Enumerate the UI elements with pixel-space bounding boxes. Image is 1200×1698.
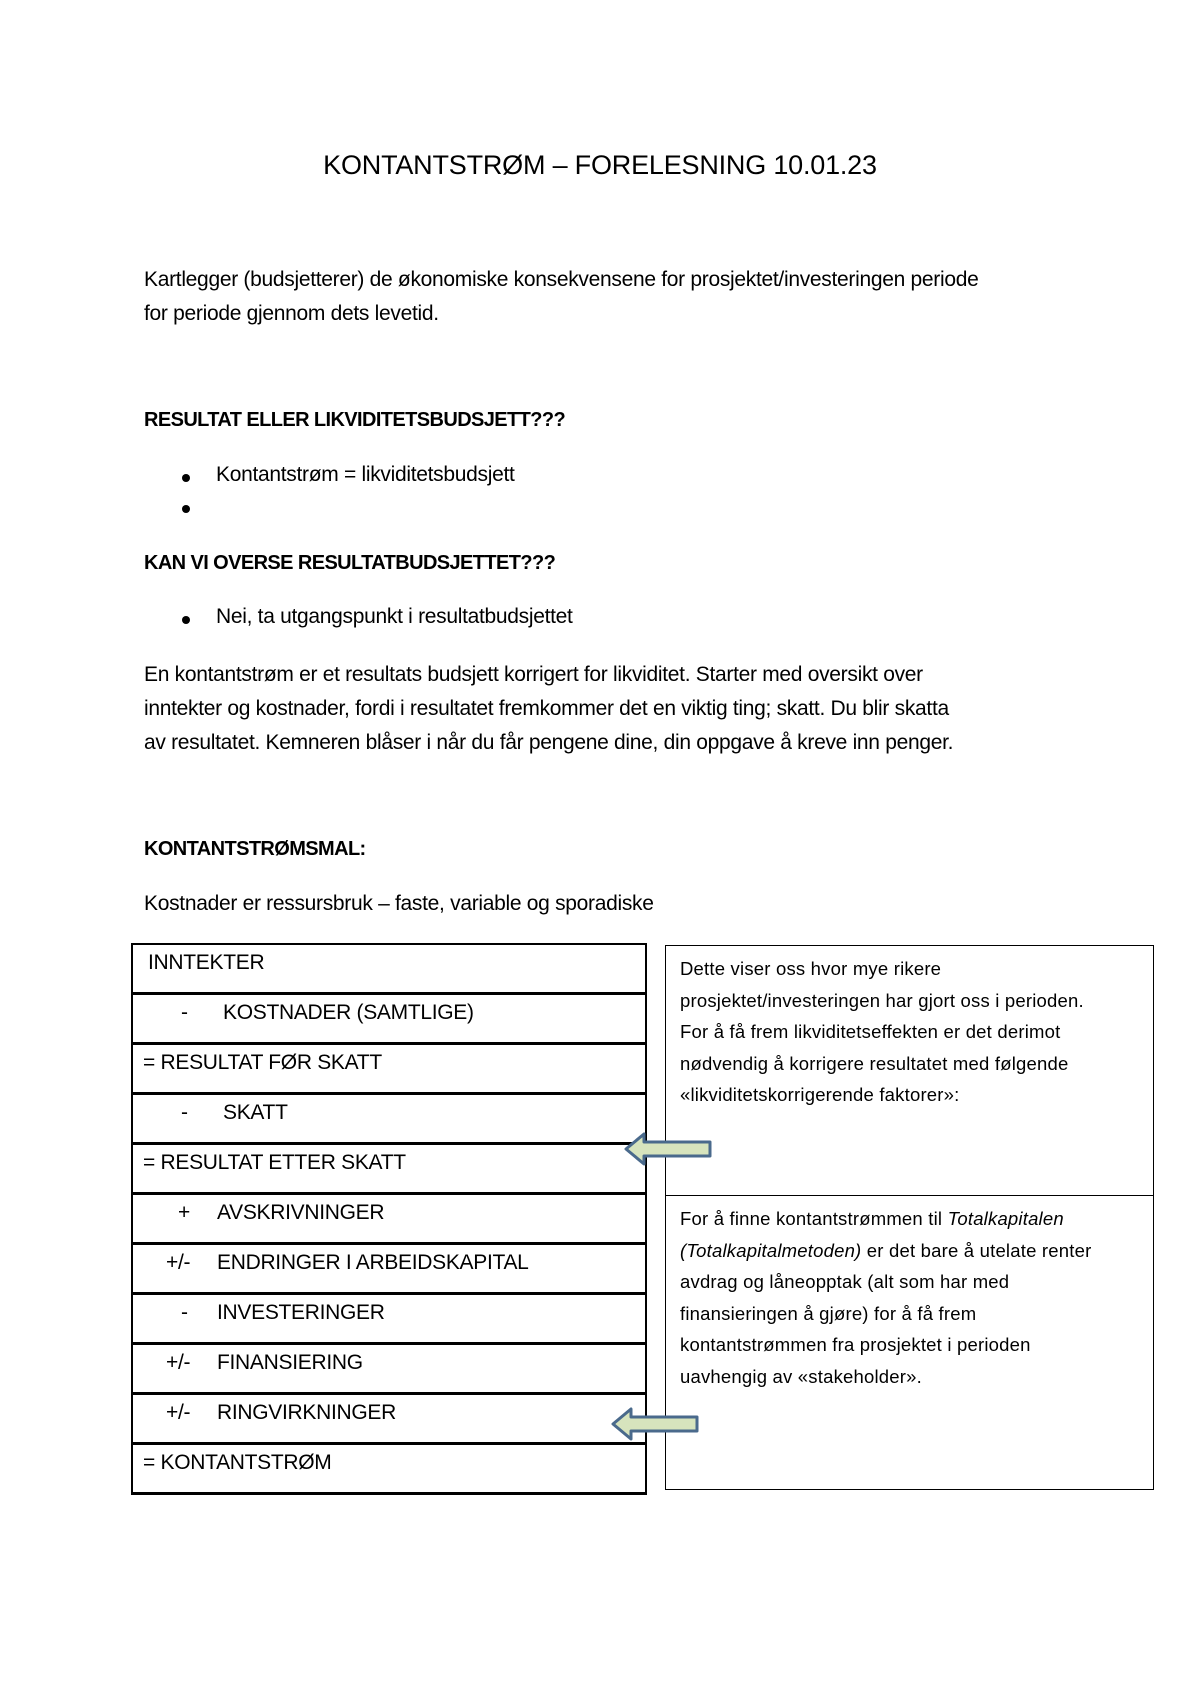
- bullet-text: Kontantstrøm = likviditetsbudsjett: [216, 463, 515, 486]
- note-text-span: er det bare å utelate renter: [861, 1239, 1092, 1261]
- row-operator: +/-: [166, 1351, 191, 1374]
- row-operator: +: [178, 1201, 190, 1224]
- section-heading-overse: KAN VI OVERSE RESULTATBUDSJETTET???: [144, 552, 556, 574]
- note-line: «likviditetskorrigerende faktorer»:: [680, 1084, 960, 1105]
- bullet-dot-icon: [182, 505, 190, 513]
- note-line: kontantstrømmen fra prosjektet i perioden: [680, 1334, 1031, 1355]
- row-label: INVESTERINGER: [217, 1301, 385, 1324]
- table-row: [133, 1445, 645, 1495]
- note-line: For å få frem likviditetseffekten er det derimot: [680, 1021, 1061, 1042]
- section-heading-resultat: RESULTAT ELLER LIKVIDITETSBUDSJETT???: [144, 409, 566, 431]
- cashflow-table: [131, 943, 647, 1495]
- left-arrow-icon: [611, 1407, 701, 1441]
- note-text-span: For å finne kontantstrømmen til: [680, 1208, 948, 1229]
- table-row: [133, 995, 645, 1045]
- body-line: En kontantstrøm er et resultats budsjett korrigert for likviditet. Starter med oversikt over: [144, 663, 923, 686]
- table-row: [133, 1045, 645, 1095]
- table-row: [133, 1395, 645, 1445]
- row-label: AVSKRIVNINGER: [217, 1201, 385, 1224]
- costs-text: Kostnader er ressursbruk – faste, variable og sporadiske: [144, 892, 654, 915]
- intro-line: for periode gjennom dets levetid.: [144, 302, 439, 325]
- note-line: uavhengig av «stakeholder».: [680, 1365, 922, 1387]
- row-label: SKATT: [223, 1101, 288, 1124]
- intro-paragraph: [144, 263, 1084, 331]
- bullet-dot-icon: [182, 474, 190, 482]
- body-line: av resultatet. Kemneren blåser i når du får pengene dine, din oppgave å kreve inn penger.: [144, 731, 954, 754]
- intro-line: Kartlegger (budsjetterer) de økonomiske konsekvensene for prosjektet/investeringen periode: [144, 268, 979, 291]
- note-line: finansieringen å gjøre) for å få frem: [680, 1302, 977, 1324]
- row-operator: +/-: [166, 1251, 191, 1274]
- row-operator: -: [181, 1301, 188, 1324]
- notes-box: [665, 945, 1154, 1490]
- table-row: [133, 1345, 645, 1395]
- row-label: FINANSIERING: [217, 1351, 363, 1374]
- note-line: prosjektet/investeringen har gjort oss i perioden.: [680, 989, 1084, 1011]
- row-label: KOSTNADER (SAMTLIGE): [223, 1001, 474, 1024]
- row-operator: -: [181, 1001, 188, 1024]
- note-emphasis: Totalkapitalen: [947, 1208, 1064, 1229]
- row-label: = RESULTAT ETTER SKATT: [143, 1151, 406, 1174]
- table-row: [133, 1145, 645, 1195]
- note-line: avdrag og låneopptak (alt som har med: [680, 1271, 1010, 1292]
- bullet-dot-icon: [182, 616, 190, 624]
- row-label: INNTEKTER: [148, 951, 265, 974]
- row-label: = KONTANTSTRØM: [143, 1451, 332, 1474]
- note-resultat: [680, 953, 1140, 1111]
- notes-divider: [666, 1195, 1153, 1196]
- note-totalkapital: [680, 1203, 1140, 1392]
- row-operator: -: [181, 1101, 188, 1124]
- table-row: [133, 945, 645, 995]
- bullet-text: Nei, ta utgangspunkt i resultatbudsjettet: [216, 605, 573, 628]
- table-row: [133, 1095, 645, 1145]
- row-label: = RESULTAT FØR SKATT: [143, 1051, 382, 1074]
- table-row: [133, 1295, 645, 1345]
- table-row: [133, 1195, 645, 1245]
- left-arrow-icon: [624, 1132, 714, 1166]
- row-operator: +/-: [166, 1401, 191, 1424]
- note-line: nødvendig å korrigere resultatet med følgende: [680, 1052, 1069, 1074]
- row-label: RINGVIRKNINGER: [217, 1401, 396, 1424]
- page-title: KONTANTSTRØM – FORELESNING 10.01.23: [323, 150, 877, 180]
- note-line: Dette viser oss hvor mye rikere: [680, 958, 942, 979]
- section-heading-mal: KONTANTSTRØMSMAL:: [144, 838, 366, 860]
- body-line: inntekter og kostnader, fordi i resultatet fremkommer det en viktig ting; skatt. Du blir skatta: [144, 697, 949, 720]
- note-emphasis: (Totalkapitalmetoden): [680, 1239, 862, 1261]
- note-line: [680, 1203, 1140, 1235]
- body-paragraph: [144, 658, 1084, 760]
- row-label: ENDRINGER I ARBEIDSKAPITAL: [217, 1251, 529, 1274]
- table-row: [133, 1245, 645, 1295]
- note-line: [680, 1235, 1140, 1267]
